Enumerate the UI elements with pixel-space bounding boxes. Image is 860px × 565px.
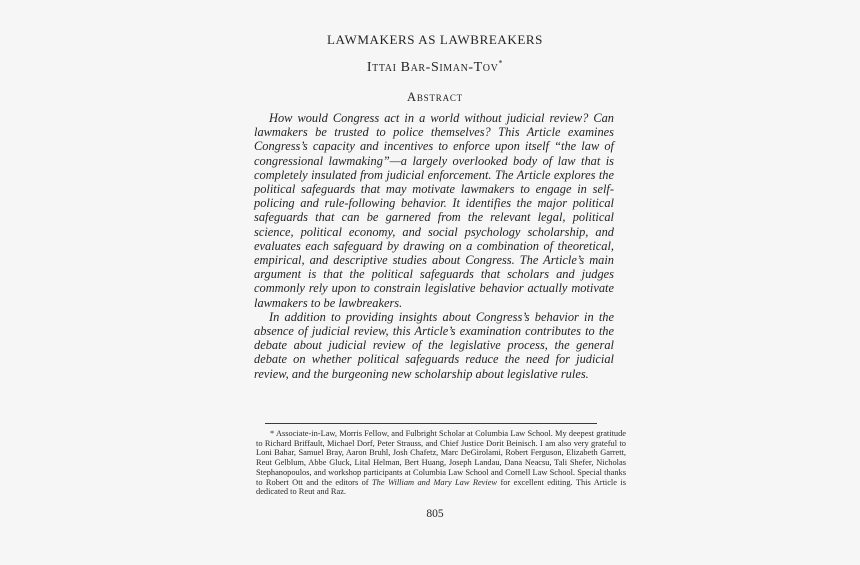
author-name: Ittai Bar-Siman-Tov — [366, 60, 499, 75]
footnote-text-before: Associate-in-Law, Morris Fellow, and Fulbright Scholar at Columbia Law School. My deepest gratitude to Richard Briffault, Michael Dorf, Peter Strauss, and Chief Justice Dorit Beinisch. I am also very grateful to Loni Bahar, Samuel Bray, Aaron Bruhl, Josh Chafetz, Marc DeGirolami, Robert Ferguson, Elizabeth Garrett, Reut Gelblum, Abbe Gluck, Lital Helman, Bert Huang, Joseph Landau, Dana Neacsu, Tali Shefer, Nicholas Stephanopoulos, and workshop participants at Columbia Law School and Cornell Law School. Special thanks to Robert Ott and the editors of — [256, 429, 626, 487]
article-title: LAWMAKERS AS LAWBREAKERS — [327, 32, 543, 47]
abstract-paragraph-2: In addition to providing insights about Congress’s behavior in the absence of judicial review, this Article’s examination contributes to the debate about judicial review of the legislative process, the general debate on whether political safeguards reduce the need for judicial review, and the burgeoning new scholarship about legislative rules. — [254, 309, 614, 381]
abstract-paragraph-1: How would Congress act in a world without judicial review? Can lawmakers be trusted to police themselves? This Article examines Congress’s capacity and incentives to enforce upon itself “the law of congressional lawmaking”—a largely overlooked body of law that is completely insulated from judicial enforcement. The Article explores the political safeguards that may motivate lawmakers to engage in self-policing and rule-following behavior. It identifies the major political safeguards that can be garnered from the relevant legal, political science, political economy, and social psychology scholarship, and evaluates each safeguard by drawing on a combination of theoretical, empirical, and descriptive studies about Congress. The Article’s main argument is that the political safeguards that scholars and judges commonly rely upon to constrain legislative behavior actually motivate lawmakers to be lawbreakers. — [254, 111, 614, 310]
footnote-text-after: for excellent editing. This Article is dedicated to Reut and Raz. — [256, 477, 626, 497]
author-footnote-marker: * — [498, 58, 504, 68]
abstract-section — [254, 111, 614, 381]
footnote — [256, 429, 626, 497]
footnote-marker: * — [270, 429, 275, 438]
article-author — [253, 60, 617, 76]
abstract-heading: Abstract — [407, 90, 463, 104]
page-number: 805 — [426, 508, 444, 520]
page-content — [253, 0, 626, 565]
footnote-journal-title: The William and Mary Law Review — [372, 477, 498, 487]
footnote-separator-rule — [265, 423, 597, 424]
